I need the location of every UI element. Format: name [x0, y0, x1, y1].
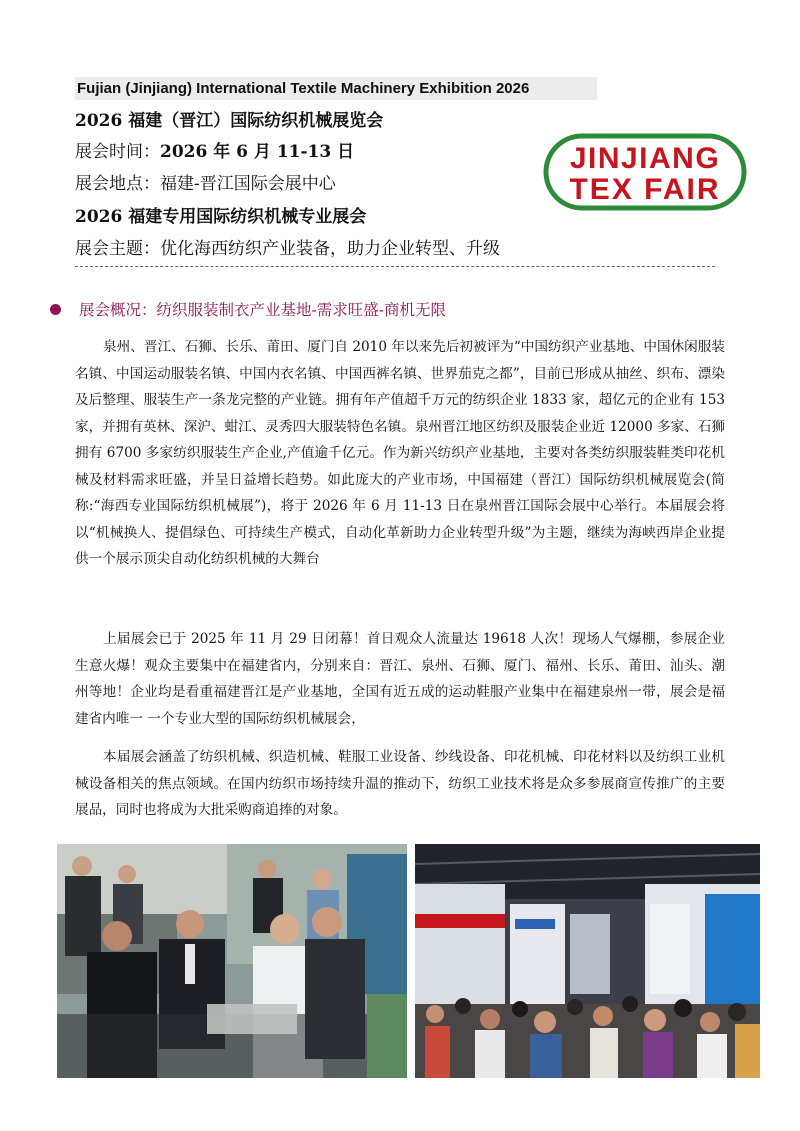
section-heading-text: 展会概况：纺织服装制衣产业基地-需求旺盛-商机无限 [79, 301, 446, 319]
chinese-title [75, 109, 383, 133]
exhibition-venue [75, 172, 336, 196]
venue-label: 展会地点： [75, 174, 160, 194]
subtitle-year: 2026 [75, 207, 123, 227]
logo-line-1: JINJIANG [569, 142, 721, 175]
jinjiang-tex-fair-logo [543, 133, 747, 211]
business-meeting-photo [57, 844, 407, 1078]
paragraph-last-exhibition: 上届展会已于 2025 年 11 月 29 日闭幕！首日观众人流量达 19618 人次！现场人气爆棚，参展企业生意火爆！观众主要集中在福建省内，分别来自：晋江、泉州、石狮、厦门、福州、长乐、莆田、汕头、潮州等地！企业均是看重福建晋江是产业基地，全国有近五成的运动鞋服产业集中在福建泉州一带，展会是福建省内唯一 一个专业大型的国际纺织机械展会， [75, 631, 725, 727]
theme-value: 优化海西纺织产业装备，助力企业转型、升级 [160, 239, 500, 259]
exhibition-time [75, 140, 354, 164]
theme-label: 展会主题： [75, 239, 160, 259]
paragraph-overview: 泉州、晋江、石狮、长乐、莆田、厦门自 2010 年以来先后初被评为“中国纺织产业基地、中国休闲服装名镇、中国运动服装名镇、中国内衣名镇、中国西裤名镇、世界茄克之都”，目前已形成从抽丝、织布、漂染及后整理、服装生产一条龙完整的产业链。拥有年产值超千万元的纺织企业 1833 家，超亿元的企业有 153 家，并拥有英林、深沪、蚶江、灵秀四大服装特色名镇。泉州晋江地区纺织及服装企业近 12000 多家、石狮拥有 6700 多家纺织服装生产企业,产值逾千亿元。作为新兴纺织产业基地，主要对各类纺织服装鞋类印花机械及材料需求旺盛，并呈日益增长趋势。如此庞大的产业市场，中国福建（晋江）国际纺织机械展览会(简称:“海西专业国际纺织机械展”)，将于 2026 年 6 月 11-13 日在泉州晋江国际会展中心举行。本届展会将以“机械换人、提倡绿色、可持续生产模式，自动化革新助力企业转型升级”为主题，继续为海峡西岸企业提供一个展示顶尖自动化纺织机械的大舞台 [75, 339, 726, 567]
subtitle-text: 福建专用国际纺织机械专业展会 [122, 207, 367, 227]
chinese-title-text: 福建（晋江）国际纺织机械展览会 [122, 111, 384, 131]
paragraph-scope: 本届展会涵盖了纺织机械、织造机械、鞋服工业设备、纱线设备、印花机械、印花材料以及纺织工业机械设备相关的焦点领域。在国内纺织市场持续升温的推动下，纺织工业技术将是众多参展商宣传推广的主要展品，同时也将成为大批采购商追捧的对象。 [75, 749, 725, 818]
logo-line-2: TEX FAIR [569, 173, 721, 206]
venue-value: 福建-晋江国际会展中心 [160, 174, 336, 194]
chinese-title-year: 2026 [75, 111, 123, 131]
time-label: 展会时间： [75, 142, 160, 162]
bullet-icon [50, 304, 61, 315]
english-title: Fujian (Jinjiang) International Textile Machinery Exhibition 2026 [75, 77, 597, 100]
exhibition-subtitle [75, 205, 366, 229]
divider-line [75, 266, 715, 267]
section-heading [50, 299, 750, 321]
exhibition-theme [75, 237, 500, 261]
exhibition-hall-photo [415, 844, 760, 1078]
time-value: 2026 年 6 月 11-13 日 [160, 142, 355, 162]
